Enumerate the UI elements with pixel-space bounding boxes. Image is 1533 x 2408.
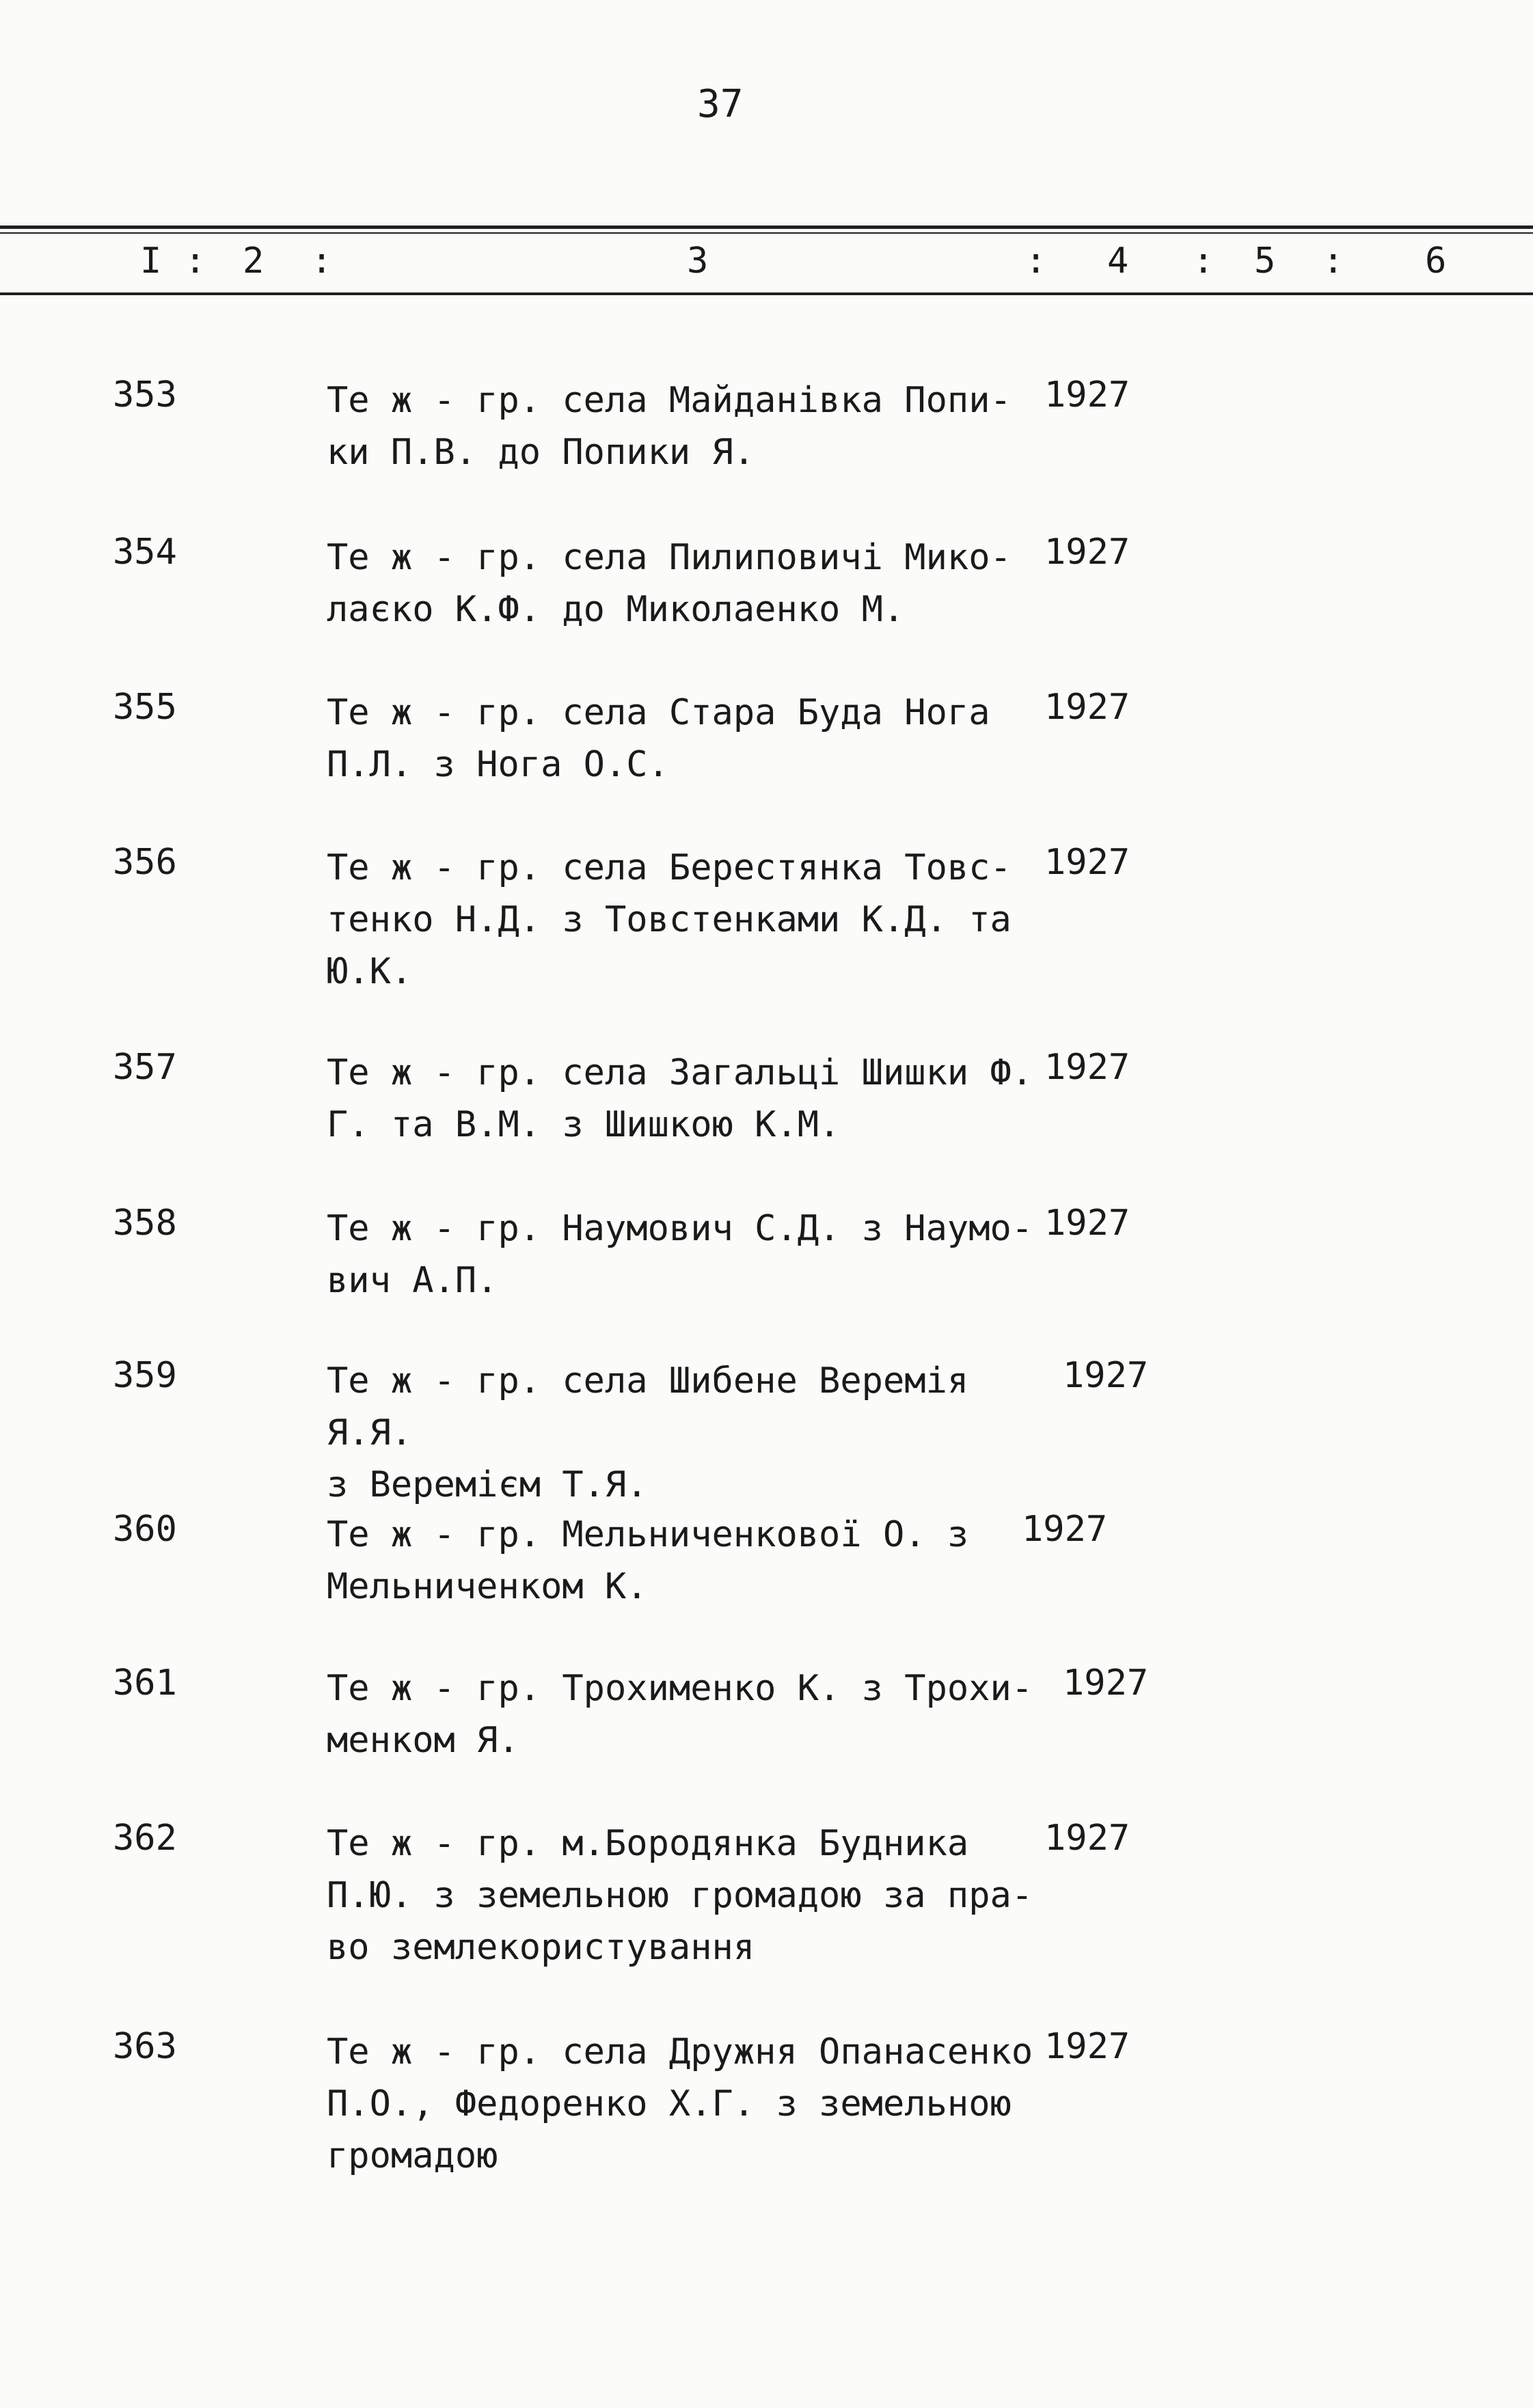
column-separator: :: [185, 241, 209, 282]
entry-description: Те ж - гр. Наумович С.Д. з Наумо- вич А.П.: [327, 1208, 1033, 1301]
column-header-2: 2: [243, 241, 267, 282]
entry-year: 1927: [1044, 842, 1130, 883]
entry-description: Те ж - гр. села Дружня Опанасенко П.О., Федоренко Х.Г. з земельною громадою: [327, 2031, 1033, 2176]
column-header-5: 5: [1254, 241, 1279, 282]
column-separator: :: [1193, 241, 1217, 282]
entry-year: 1927: [1044, 2026, 1130, 2067]
entry-number: 353: [113, 374, 177, 415]
column-separator: :: [1025, 241, 1050, 282]
entry-description: Те ж - гр. села Берестянка Товс- тенко Н.Д. з Товстенками К.Д. та Ю.К.: [327, 847, 1012, 992]
entry-description: Те ж - гр. Трохименко К. з Трохи- менком Я.: [327, 1668, 1033, 1761]
column-header-6: 6: [1425, 241, 1450, 282]
entry-description: Те ж - гр. села Пилиповичі Мико- лаєко К.Ф. до Миколаенко М.: [327, 537, 1012, 630]
entry-number: 362: [113, 1818, 177, 1859]
header-top-rule-thin: [0, 232, 1533, 234]
entry-number: 354: [113, 532, 177, 573]
entry-description: Те ж - гр. села Стара Буда Нога П.Л. з Нога О.С.: [327, 692, 990, 785]
entry-description: Те ж - гр. села Майданівка Попи- ки П.В. до Попики Я.: [327, 380, 1012, 473]
column-header-3: 3: [687, 241, 711, 282]
page-number: 37: [697, 82, 744, 126]
entry-number: 363: [113, 2026, 177, 2067]
entry-description: Те ж - гр. м.Бородянка Будника П.Ю. з земельною громадою за пра- во землекористування: [327, 1823, 1033, 1968]
header-bottom-rule: [0, 292, 1533, 295]
entry-number: 361: [113, 1663, 177, 1704]
entry-number: 355: [113, 687, 177, 728]
column-header-4: 4: [1107, 241, 1132, 282]
entry-year: 1927: [1044, 532, 1130, 573]
entry-year: 1927: [1044, 1047, 1130, 1088]
column-separator: :: [311, 241, 336, 282]
entry-year: 1927: [1063, 1663, 1149, 1704]
entry-year: 1927: [1044, 1818, 1130, 1859]
entry-number: 359: [113, 1355, 177, 1396]
entry-year: 1927: [1044, 374, 1130, 415]
header-top-rule: [0, 225, 1533, 229]
entry-description: Те ж - гр. Мельниченкової О. з Мельниченком К.: [327, 1514, 969, 1607]
entry-year: 1927: [1044, 687, 1130, 728]
entry-year: 1927: [1063, 1355, 1149, 1396]
entry-number: 358: [113, 1203, 177, 1244]
entry-description: Те ж - гр. села Шибене Веремія Я.Я. з Веремієм Т.Я.: [327, 1360, 969, 1505]
entry-number: 356: [113, 842, 177, 883]
entry-year: 1927: [1022, 1509, 1108, 1550]
entry-number: 360: [113, 1509, 177, 1550]
column-separator: :: [1322, 241, 1347, 282]
entry-number: 357: [113, 1047, 177, 1088]
entry-year: 1927: [1044, 1203, 1130, 1244]
column-header-1: I: [140, 241, 165, 282]
entry-description: Те ж - гр. села Загальці Шишки Ф. Г. та В.М. з Шишкою К.М.: [327, 1052, 1033, 1145]
